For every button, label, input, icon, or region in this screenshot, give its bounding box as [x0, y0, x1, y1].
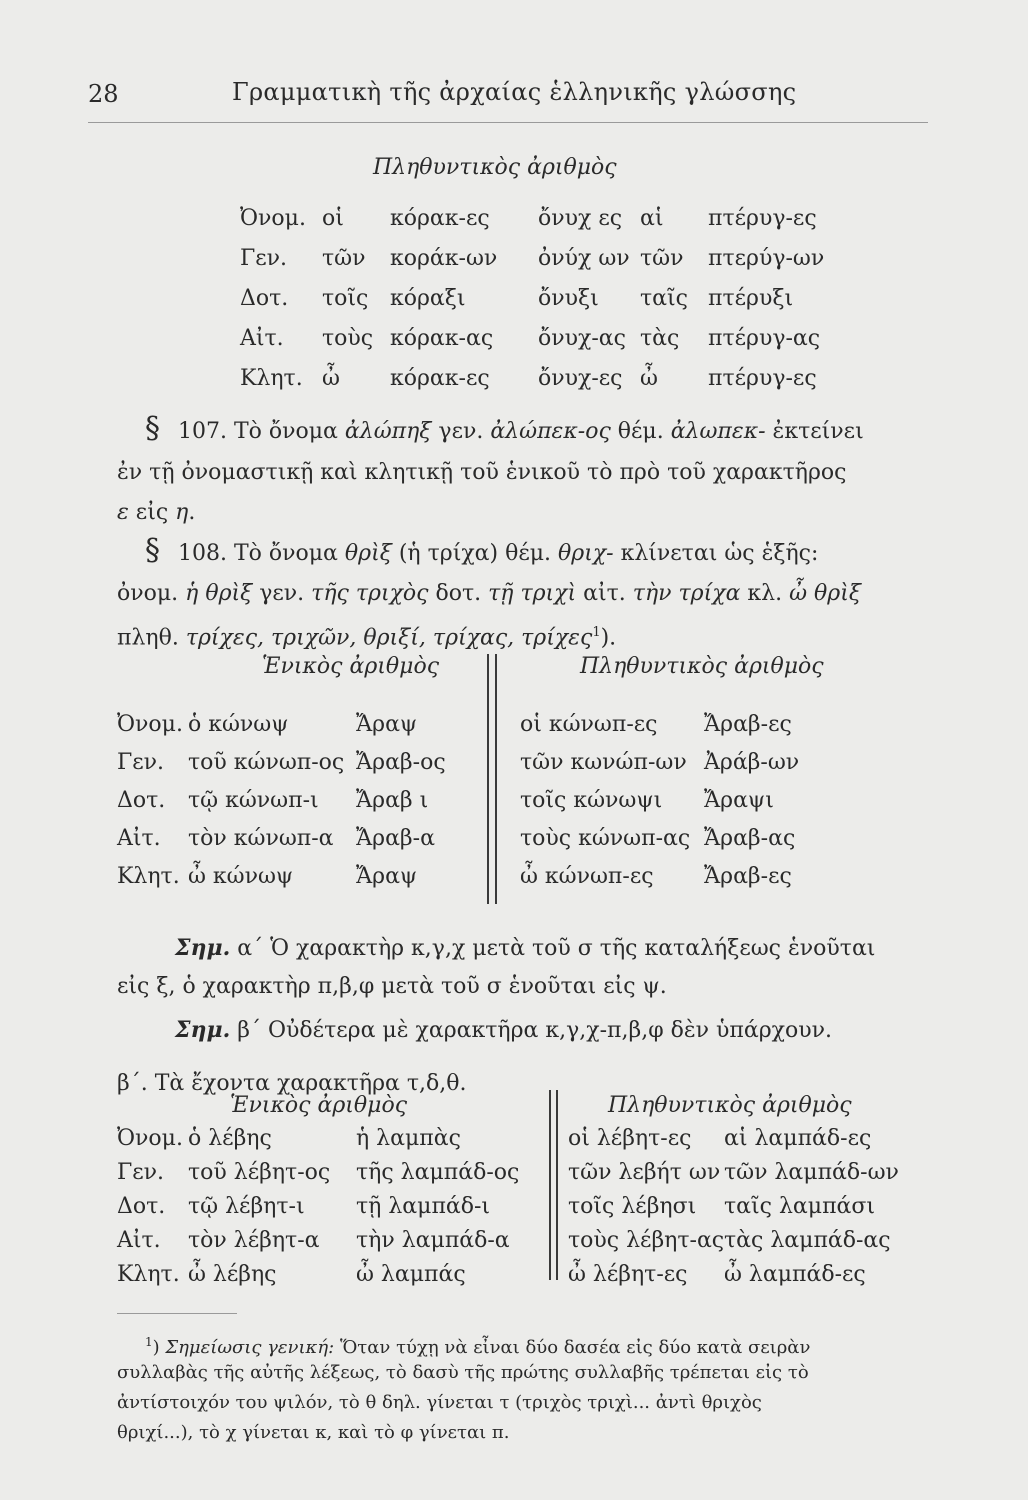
article: αἱ [640, 206, 664, 231]
text: Τὸ ὄνομα [233, 419, 345, 444]
noun-form: τὰς λαμπάδ-ας [724, 1228, 891, 1253]
section-107-line-2: ἐν τῇ ὀνομαστικῇ καὶ κλητικῇ τοῦ ἑνικοῦ τὸ πρὸ τοῦ χαρακτῆρος [117, 460, 847, 485]
case-label: Γεν. [240, 246, 288, 271]
case-label: Αἰτ. [240, 326, 284, 351]
noun-form: κόρακ-ας [390, 326, 494, 351]
term: θριχ- [558, 541, 614, 566]
case-label: Δοτ. [240, 286, 289, 311]
case-label: Αἰτ. [117, 1228, 161, 1253]
column-divider [487, 654, 489, 904]
term: τῇ τριχὶ [488, 581, 577, 606]
note-1-line-2: εἰς ξ, ὁ χαρακτὴρ π,β,φ μετὰ τοῦ σ ἑνοῦται εἰς ψ. [117, 974, 667, 999]
noun-form: ὄνυχ-ες [538, 366, 623, 391]
plural-heading-1: Πληθυντικὸς ἀριθμὸς [373, 155, 617, 180]
noun-form: Ἄραβ-ος [356, 750, 446, 775]
column-divider [556, 1090, 558, 1280]
plural-heading: Πληθυντικὸς ἀριθμὸς [608, 1093, 852, 1118]
case-label: Ὀνομ. [240, 206, 306, 231]
noun-form: ὦ κώνωπ-ες [520, 864, 654, 889]
case-label: Κλητ. [117, 1262, 180, 1287]
text: Ὅταν τύχῃ νὰ εἶναι δύο δασέα εἰς δύο κατὰ σειρὰν [334, 1337, 811, 1358]
noun-form: τὸν λέβητ-α [188, 1228, 320, 1253]
case-label: Γεν. [117, 750, 165, 775]
case-label: Κλητ. [240, 366, 303, 391]
note-label: Σημ. [175, 935, 231, 961]
footnote-marker: 1 [145, 1335, 153, 1349]
noun-form: πτέρυγ-ες [708, 206, 817, 231]
note-label: Σημ. [175, 1017, 231, 1043]
page-number: 28 [88, 80, 119, 108]
term: ἀλώπεκ-ος [490, 419, 611, 444]
text: α΄ Ὁ χαρακτὴρ κ,γ,χ μετὰ τοῦ σ τῆς καταλήξεως ἑνοῦται [230, 936, 876, 961]
case-label: Αἰτ. [117, 826, 161, 851]
text: ὀνομ. [117, 581, 186, 606]
footnote-line-1: $^1$) Σημείωσις γενική: Ὅταν τύχῃ νὰ εἶναι δύο δασέα εἰς δύο κατὰ σειρὰν [145, 1335, 811, 1358]
noun-form: ὀνύχ ων [538, 246, 630, 271]
noun-form: τῷ λέβητ-ι [188, 1194, 305, 1219]
noun-form: κόραξι [390, 286, 466, 311]
running-title: Γραμματικὴ τῆς ἀρχαίας ἑλληνικῆς γλώσσης [232, 78, 797, 106]
noun-form: ὦ λαμπάδ-ες [724, 1262, 866, 1287]
column-divider [549, 1090, 551, 1280]
text: δοτ. [428, 581, 489, 606]
noun-form: Ἄραβ-ας [704, 826, 796, 851]
term: θρὶξ [344, 541, 392, 566]
note-2 [175, 1011, 832, 1050]
noun-form: Ἄραψ [356, 864, 418, 889]
noun-form: κόρακ-ες [390, 366, 490, 391]
text: β΄ Οὐδέτερα μὲ χαρακτῆρα κ,γ,χ-π,β,φ δὲν ὑπάρχουν. [230, 1018, 832, 1043]
noun-form: τοῖς κώνωψι [520, 788, 663, 813]
noun-form: Ἄραψι [704, 788, 774, 813]
noun-form: ὁ κώνωψ [188, 712, 289, 737]
noun-form: ὄνυχ-ας [538, 326, 626, 351]
noun-form: ταῖς λαμπάσι [724, 1194, 876, 1219]
noun-form: πτέρυξι [708, 286, 794, 311]
case-label: Ὀνομ. [117, 1126, 183, 1151]
article: τὰς [640, 326, 680, 351]
header-rule [88, 122, 928, 123]
noun-form: ὁ λέβης [188, 1126, 272, 1151]
footnote-ref: 1 [592, 625, 601, 640]
noun-form: πτερύγ-ων [708, 246, 825, 271]
plural-heading: Πληθυντικὸς ἀριθμὸς [580, 654, 824, 679]
noun-form: αἱ λαμπάδ-ες [724, 1126, 872, 1151]
noun-form: ὦ λαμπάς [356, 1262, 466, 1287]
term: τρίχες, τριχῶν, θριξί, τρίχας, τρίχες [185, 625, 593, 651]
noun-form: τὸν κώνωπ-α [188, 826, 334, 851]
section-108-line-1 [178, 535, 818, 573]
text: γεν. [252, 581, 312, 606]
column-divider [495, 654, 497, 904]
singular-heading: Ἑνικὸς ἀριθμὸς [230, 1093, 408, 1118]
term: ε [117, 500, 129, 525]
noun-form: πτέρυγ-ες [708, 366, 817, 391]
noun-form: τοὺς κώνωπ-ας [520, 826, 691, 851]
noun-form: ὄνυχ ες [538, 206, 623, 231]
text: αἰτ. [576, 581, 633, 606]
article: τῶν [640, 246, 684, 271]
note-1-line-1 [175, 929, 875, 968]
noun-form: Ἄραψ [356, 712, 418, 737]
noun-form: ὦ λέβης [188, 1262, 277, 1287]
section-108-line-2 [117, 575, 861, 613]
text: πληθ. [117, 625, 186, 651]
article: τοῖς [322, 286, 369, 311]
noun-form: τῆς λαμπάδ-ος [356, 1160, 520, 1185]
text: ). [600, 625, 617, 651]
term: τὴν τρίχα [632, 581, 741, 606]
noun-form: τῶν κωνώπ-ων [520, 750, 687, 775]
section-107-line-1 [178, 413, 864, 451]
article: ὦ [322, 366, 340, 391]
footnote-line-3: ἀντίστοιχόν του ψιλόν, τὸ θ δηλ. γίνεται τ (τριχὸς τριχὶ... ἀντὶ θριχὸς [117, 1392, 762, 1413]
noun-form: τῷ κώνωπ-ι [188, 788, 319, 813]
case-label: Κλητ. [117, 864, 180, 889]
text: ἐκτείνει [765, 419, 864, 444]
text: Τὸ ὄνομα [233, 541, 345, 566]
term: η [175, 500, 189, 525]
noun-form: κοράκ-ων [390, 246, 498, 271]
article: τοὺς [322, 326, 374, 351]
section-sign: § [145, 411, 160, 446]
term: ἀλώπηξ [344, 419, 432, 444]
text: (ἡ τρίχα) θέμ. [391, 541, 559, 566]
noun-form: κόρακ-ες [390, 206, 490, 231]
case-label: Δοτ. [117, 1194, 166, 1219]
case-label: Δοτ. [117, 788, 166, 813]
text: εἰς [128, 500, 176, 525]
noun-form: τοῦ λέβητ-ος [188, 1160, 331, 1185]
section-b-title: β΄. Τὰ ἔχοντα χαρακτῆρα τ,δ,θ. [117, 1071, 467, 1096]
noun-form: τῶν λαμπάδ-ων [724, 1160, 899, 1185]
section-number: 108. [178, 541, 227, 566]
footnote-line-2: συλλαβὰς τῆς αὐτῆς λέξεως, τὸ δασὺ τῆς πρώτης συλλαβῆς τρέπεται εἰς τὸ [117, 1362, 809, 1383]
footnote-line-4: θριχί...), τὸ χ γίνεται κ, καὶ τὸ φ γίνεται π. [117, 1422, 510, 1443]
text: γεν. [431, 419, 491, 444]
text: κλίνεται ὡς ἑξῆς: [613, 541, 819, 566]
noun-form: Ἄραβ-α [356, 826, 435, 851]
noun-form: οἱ κώνωπ-ες [520, 712, 658, 737]
footnote-rule [117, 1313, 237, 1314]
singular-heading: Ἑνικὸς ἀριθμὸς [262, 654, 440, 679]
text: . [188, 500, 196, 525]
case-label: Ὀνομ. [117, 712, 183, 737]
noun-form: τῇ λαμπάδ-ι [356, 1194, 491, 1219]
article: ταῖς [640, 286, 688, 311]
term: ὦ θρὶξ [789, 581, 861, 606]
footnote-label: Σημείωσις γενική: [165, 1337, 335, 1358]
noun-form: τὴν λαμπάδ-α [356, 1228, 510, 1253]
noun-form: πτέρυγ-ας [708, 326, 821, 351]
noun-form: τοὺς λέβητ-ας [568, 1228, 725, 1253]
text: θέμ. [610, 419, 671, 444]
noun-form: τοῖς λέβησι [568, 1194, 697, 1219]
noun-form: Ἀράβ-ων [704, 750, 800, 775]
article: τῶν [322, 246, 366, 271]
section-107-line-3 [117, 494, 195, 532]
noun-form: Ἄραβ-ες [704, 712, 792, 737]
term: τῆς τριχὸς [311, 581, 429, 606]
noun-form: ἡ λαμπὰς [356, 1126, 461, 1151]
noun-form: τῶν λεβήτ ων [568, 1160, 721, 1185]
noun-form: ὄνυξι [538, 286, 599, 311]
noun-form: ὦ λέβητ-ες [568, 1262, 688, 1287]
noun-form: Ἄραβ ι [356, 788, 429, 813]
section-sign: § [145, 533, 160, 568]
noun-form: ὦ κώνωψ [188, 864, 294, 889]
text: κλ. [740, 581, 790, 606]
noun-form: τοῦ κώνωπ-ος [188, 750, 345, 775]
article: ὦ [640, 366, 658, 391]
term: ἀλωπεκ- [670, 419, 766, 444]
noun-form: οἱ λέβητ-ες [568, 1126, 692, 1151]
term: ἡ θρὶξ [185, 581, 253, 606]
noun-form: Ἄραβ-ες [704, 864, 792, 889]
case-label: Γεν. [117, 1160, 165, 1185]
section-108-line-3 [117, 614, 616, 657]
section-number: 107. [178, 419, 227, 444]
article: οἱ [322, 206, 344, 231]
